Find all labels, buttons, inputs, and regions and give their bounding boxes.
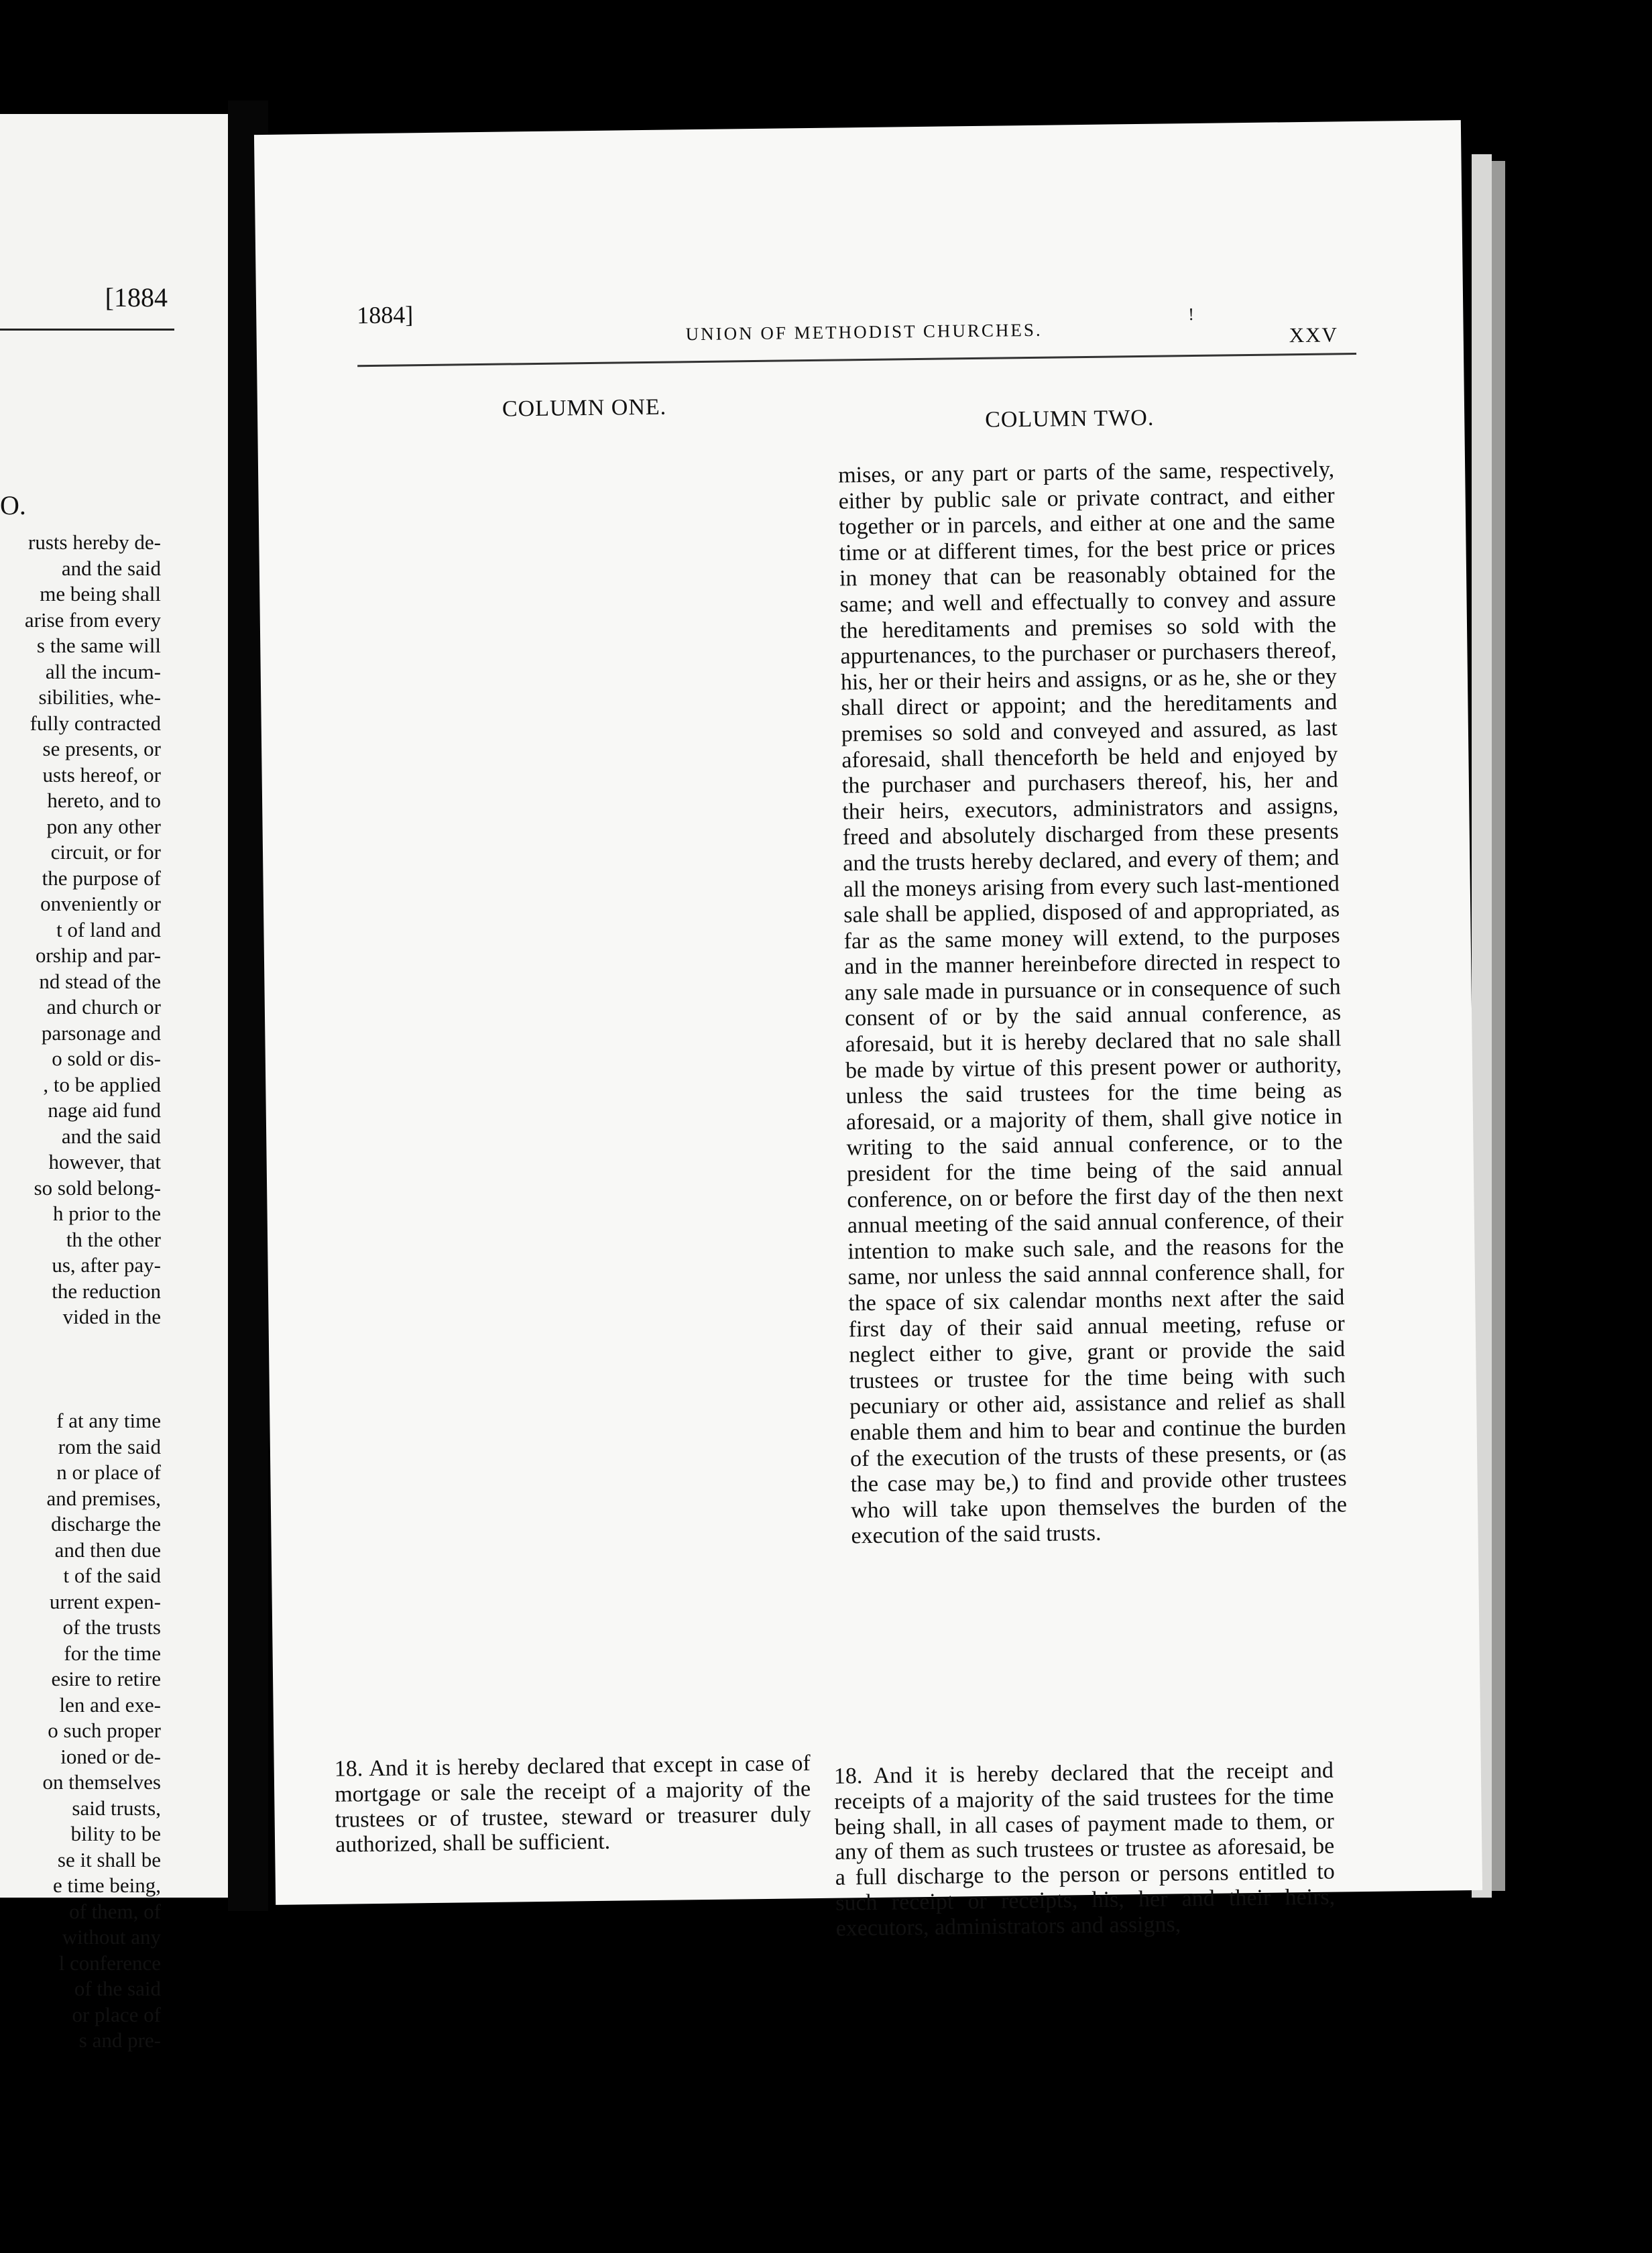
previous-page-line: h prior to the: [53, 1202, 161, 1225]
previous-page-line: and the said: [61, 556, 161, 580]
previous-page-line: the purpose of: [42, 866, 161, 890]
previous-page-line: said trusts,: [72, 1796, 161, 1820]
previous-page-line: o sold or dis-: [52, 1047, 161, 1070]
previous-page-line: and then due: [54, 1538, 161, 1562]
running-head-year: 1884]: [356, 301, 414, 329]
previous-page-line: circuit, or for: [50, 840, 161, 864]
previous-page-line: l conference: [58, 1951, 161, 1975]
previous-page-text-top: [0, 530, 161, 1330]
previous-page-line: however, that: [48, 1150, 161, 1173]
previous-page-line: nage aid fund: [48, 1098, 161, 1122]
previous-page-line: esire to retire: [51, 1667, 161, 1690]
previous-page-fragment: [0, 114, 231, 2052]
previous-page-line: , to be applied: [43, 1072, 161, 1096]
previous-page-line: hereto, and to: [47, 789, 161, 812]
previous-page-line: of the trusts: [62, 1615, 161, 1639]
page-number: XXV: [1289, 323, 1339, 347]
previous-page-line: pon any other: [46, 814, 161, 838]
previous-page-line: parsonage and: [41, 1021, 161, 1045]
previous-page-line: and premises,: [46, 1486, 161, 1510]
previous-page-line: se it shall be: [57, 1847, 161, 1871]
previous-page-line: ioned or de-: [60, 1744, 161, 1768]
previous-page-line: arise from every: [24, 608, 161, 632]
previous-page-line: rusts hereby de-: [28, 530, 161, 554]
previous-page-line: vided in the: [62, 1305, 161, 1328]
previous-page-line: n or place of: [56, 1460, 161, 1484]
header-rule: [357, 353, 1356, 367]
previous-page-line: of them, of: [69, 1899, 161, 1923]
previous-page-heading-fragment: O.: [0, 490, 26, 520]
previous-page-line: rom the said: [58, 1434, 161, 1458]
page-edge-shadow: [1492, 161, 1505, 1891]
previous-page-line: onveniently or: [40, 892, 161, 915]
column-two-heading: COLUMN TWO.: [984, 405, 1155, 432]
running-head-title: UNION OF METHODIST CHURCHES.: [685, 319, 1043, 345]
previous-page-line: me being shall: [40, 582, 161, 605]
previous-page-line: orship and par-: [35, 943, 161, 967]
previous-page-line: or place of: [72, 2002, 161, 2026]
previous-page-line: the reduction: [52, 1279, 161, 1303]
previous-page-line: bility to be: [70, 1822, 161, 1845]
previous-page-text-bottom: [0, 1408, 161, 2054]
previous-page-line: nd stead of the: [39, 969, 161, 993]
previous-page-header: [1884: [105, 282, 168, 312]
previous-page-line: all the incum-: [45, 659, 161, 683]
previous-page-line: discharge the: [51, 1512, 161, 1536]
previous-page-line: s and pre-: [78, 2028, 161, 2052]
column-one-heading: COLUMN ONE.: [501, 394, 667, 422]
previous-page-line: urrent expen-: [49, 1589, 161, 1613]
running-head-mark: !: [1188, 304, 1195, 325]
previous-page-line: sibilities, whe-: [38, 685, 161, 709]
previous-page-line: us, after pay-: [52, 1253, 161, 1277]
previous-page-line: len and exe-: [59, 1692, 161, 1717]
previous-page-line: on themselves: [42, 1770, 161, 1794]
previous-page-line: for the time: [64, 1641, 161, 1665]
previous-page-rule: [0, 329, 174, 331]
previous-page-line: usts hereof, or: [42, 762, 161, 787]
column-two-body: mises, or any part or parts of the same, respectively, either by public sale or private contract, and either together or in parcels, and either at one and the same time or at different times, for the best price or prices in money that can be reasonably obtained for the same; and well and effectually to convey and assure the hereditaments and premises so sold with the appurtenances, to the purchaser or purchasers thereof, his, her or their heirs and assigns, or as he, she or they shall direct or appoint; and the hereditaments and premises so sold and conveyed and assured, as last aforesaid, shall thenceforth be held and enjoyed by the purchaser and purchasers thereof, his, her and their heirs, executors, administrators and assigns, freed and absolutely discharged from these presents and the trusts hereby declared, and every of them; and all the moneys arising from every such last-mentioned sale shall be applied, disposed of and appropriated, as far as the same money will extend, to the purposes and in the manner hereinbefore directed in respect to any sale made in pursuance or in consequence of such consent of or by the said annual conference, as aforesaid, but it is hereby declared that no sale shall be made by virtue of this present power or authority, unless the said trustees for the time being as aforesaid, or a majority of them, shall give notice in writing to the said annual conference, or to the president for the time being of the said annual conference, on or before the first day of the then next annual meeting of the said annual conference, of their intention to make such sale, and the reasons for the same, nor unless the said annnal conference shall, for the space of six calendar months next after the said first day of their said annual meeting, refuse or neglect either to give, grant or provide the said trustees or trustee for the time being with such pecuniary or other aid, assistance and relief as shall enable them and him to bear and continue the burden of the execution of the trusts of these presents, or (as the case may be,) to find and provide other trustees who will take upon themselves the burden of the execution of the said trusts.: [837, 457, 1348, 1549]
previous-page-line: s the same will: [36, 634, 161, 657]
previous-page-line: without any: [62, 1925, 161, 1949]
previous-page-line: t of the said: [63, 1564, 161, 1587]
previous-page-line: so sold belong-: [34, 1175, 161, 1200]
section-18-column-one: 18. And it is hereby declared that except in case of mortgage or sale the receipt of a majority of the trustees or of trustee, steward or treasurer duly authorized, shall be sufficient.: [334, 1751, 811, 1858]
section-18-column-two: 18. And it is hereby declared that the receipt and receipts of a majority of the said trustees for the time being shall, in all cases of payment made to them, or any of them as such trustees or trustee as aforesaid, be a full discharge to the person or persons entitled to such receipt or receipts, his, her and their heirs, executors, administrators and assigns,: [833, 1757, 1336, 1941]
previous-page-line: and the said: [61, 1124, 161, 1148]
previous-page-line: t of land and: [56, 917, 161, 941]
previous-page-line: fully contracted: [30, 711, 161, 735]
previous-page-line: f at any time: [56, 1409, 161, 1432]
previous-page-line: e time being,: [53, 1873, 161, 1897]
previous-page-line: and church or: [46, 995, 161, 1019]
previous-page-line: o such proper: [48, 1719, 161, 1742]
previous-page-line: of the said: [74, 1977, 161, 2000]
previous-page-line: th the other: [66, 1227, 161, 1251]
main-page: [254, 120, 1482, 1941]
previous-page-line: se presents, or: [42, 737, 161, 760]
